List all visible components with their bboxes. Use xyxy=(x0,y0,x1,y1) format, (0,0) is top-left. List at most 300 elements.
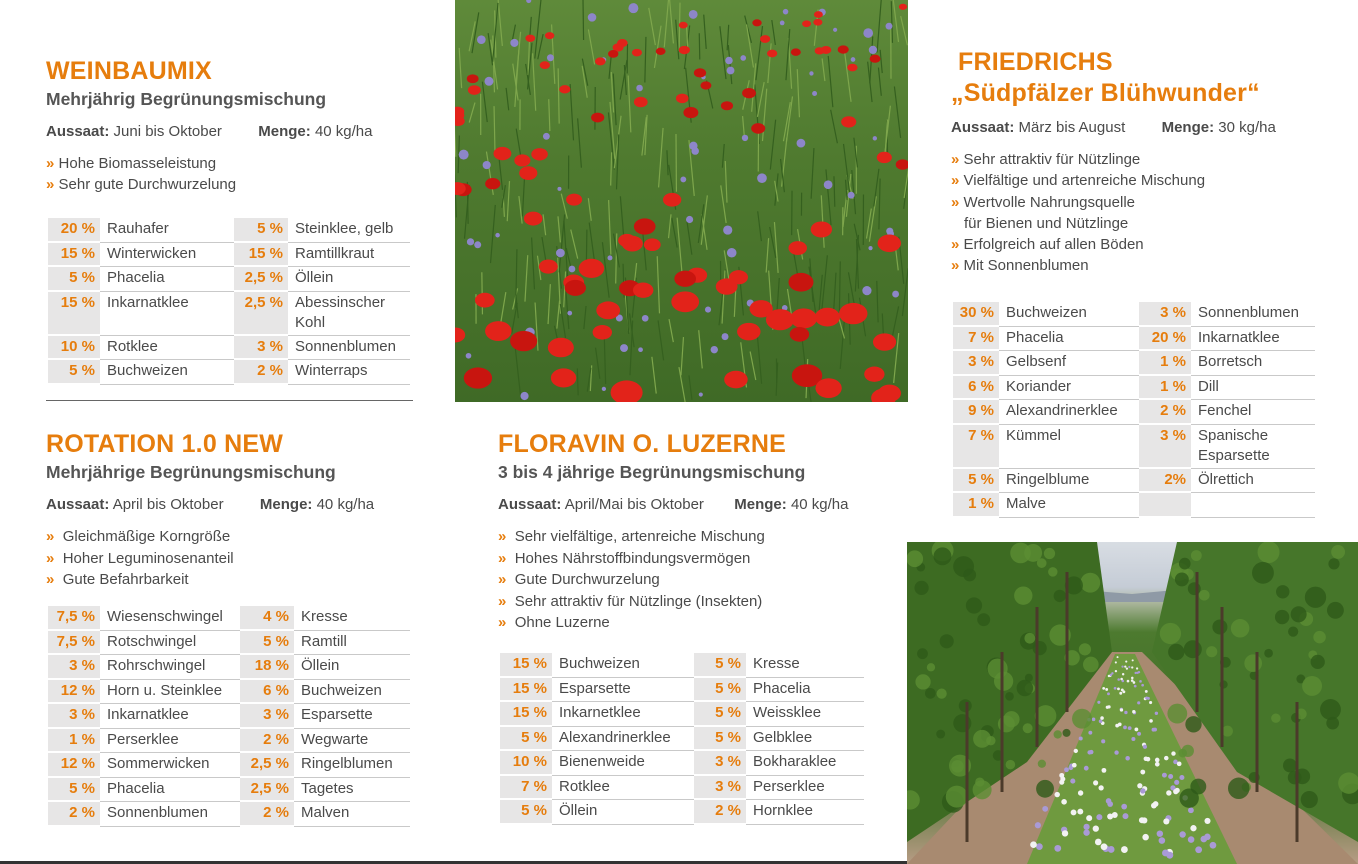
grass-blade xyxy=(704,15,706,49)
flower-dot xyxy=(1131,679,1134,682)
grass-blade xyxy=(822,58,825,81)
phacelia-blossom xyxy=(727,67,735,75)
flower-dot xyxy=(1042,806,1048,812)
flower-dot xyxy=(1127,680,1130,683)
poppy-blossom xyxy=(841,116,856,127)
grass-blade xyxy=(699,33,700,59)
poppy-blossom xyxy=(694,68,706,77)
flower-dot xyxy=(1131,737,1135,741)
grass-blade xyxy=(901,16,908,45)
menge-value: 30 kg/ha xyxy=(1218,119,1276,136)
list-item: » Wertvolle Nahrungsquelle xyxy=(951,192,1351,213)
poppy-blossom xyxy=(464,367,492,388)
vine-leaf xyxy=(934,547,952,565)
vine-leaf xyxy=(1264,649,1273,658)
grass-blade xyxy=(609,200,611,254)
grass-blade xyxy=(583,0,584,40)
flower-dot xyxy=(1131,666,1133,668)
species-cell: Tagetes xyxy=(294,778,410,803)
sowing-info xyxy=(951,118,1351,138)
poppy-blossom xyxy=(791,48,801,55)
vine-leaf xyxy=(1311,655,1325,669)
poppy-blossom xyxy=(455,327,465,342)
percent-cell: 3 % xyxy=(48,655,100,680)
flower-dot xyxy=(1101,739,1105,743)
table-row xyxy=(953,493,1315,518)
table-row xyxy=(953,376,1315,401)
percent-cell: 3 % xyxy=(48,704,100,729)
grass-blade xyxy=(676,20,679,60)
bullet-mark: » xyxy=(498,592,507,610)
vine-leaf xyxy=(1079,643,1091,655)
percent-cell: 1 % xyxy=(953,493,999,518)
phacelia-blossom xyxy=(869,46,877,54)
flower-dot xyxy=(1059,780,1064,785)
phacelia-blossom xyxy=(780,21,785,26)
species-cell: Phacelia xyxy=(746,678,864,703)
flower-dot xyxy=(1179,831,1185,837)
phacelia-blossom xyxy=(557,187,561,191)
species-cell: Fenchel xyxy=(1191,400,1315,425)
species-cell: Sonnenblumen xyxy=(100,802,240,827)
vine-leaf xyxy=(1228,778,1249,799)
poppy-blossom xyxy=(814,11,823,18)
table-row xyxy=(48,729,410,754)
poppy-blossom xyxy=(878,235,901,253)
flower-dot xyxy=(1089,750,1093,754)
vine-leaf xyxy=(975,777,984,786)
flower-dot xyxy=(1134,685,1137,688)
species-cell: Ringelblumen xyxy=(294,753,410,778)
grass-blade xyxy=(506,88,509,110)
flower-dot xyxy=(1059,773,1064,778)
vine-leaf xyxy=(937,689,947,699)
percent-cell: 5 % xyxy=(240,631,294,656)
vine-leaf xyxy=(1190,779,1206,795)
phacelia-blossom xyxy=(757,173,767,183)
poppy-blossom xyxy=(679,46,690,54)
percent-cell: 30 % xyxy=(953,302,999,327)
flower-dot xyxy=(1077,809,1083,815)
bullet-mark: » xyxy=(951,172,960,190)
species-cell: Wegwarte xyxy=(294,729,410,754)
grass-blade xyxy=(766,238,768,272)
flower-dot xyxy=(1115,661,1117,663)
vine-leaf xyxy=(940,634,954,648)
table-row xyxy=(48,218,410,243)
species-cell: Sommerwicken xyxy=(100,753,240,778)
flower-dot xyxy=(1153,728,1157,732)
poppy-blossom xyxy=(870,55,881,63)
grass-blade xyxy=(596,348,600,379)
species-cell: Winterwicken xyxy=(100,243,234,268)
table-row xyxy=(500,776,864,801)
flower-dot xyxy=(1132,659,1134,661)
percent-cell xyxy=(1139,493,1191,518)
flower-dot xyxy=(1074,749,1078,753)
flower-dot xyxy=(1159,837,1166,844)
grass-blade xyxy=(756,26,763,80)
poppy-blossom xyxy=(559,85,570,93)
flower-dot xyxy=(1132,710,1135,713)
percent-cell: 15 % xyxy=(48,243,100,268)
species-cell: Ölrettich xyxy=(1191,469,1315,494)
phacelia-blossom xyxy=(886,23,893,30)
phacelia-blossom xyxy=(520,392,528,400)
percent-cell: 9 % xyxy=(953,400,999,425)
vine-leaf xyxy=(946,786,968,808)
grass-blade xyxy=(611,152,612,185)
flower-dot xyxy=(1147,697,1150,700)
flower-dot xyxy=(1119,692,1122,695)
flower-dot xyxy=(1149,719,1153,723)
grass-blade xyxy=(745,16,752,43)
percent-cell: 20 % xyxy=(48,218,100,243)
percent-cell: 7,5 % xyxy=(48,631,100,656)
flower-dot xyxy=(1114,750,1118,754)
poppy-blossom xyxy=(519,166,537,180)
table-row xyxy=(500,653,864,678)
grass-blade xyxy=(628,75,631,132)
grass-blade xyxy=(839,261,840,318)
grass-blade xyxy=(657,256,659,313)
section-friedrichs xyxy=(951,47,1351,277)
bullet-mark: » xyxy=(46,176,55,194)
poppy-blossom xyxy=(877,152,892,163)
grass-blade xyxy=(891,1,892,43)
phacelia-blossom xyxy=(851,57,856,62)
vine-leaf xyxy=(963,569,976,582)
phacelia-blossom xyxy=(722,333,729,340)
poppy-blossom xyxy=(674,271,696,287)
species-cell: Inkarnatklee xyxy=(100,292,234,336)
phacelia-blossom xyxy=(809,71,813,75)
grass-blade xyxy=(758,211,762,241)
list-item: » Gute Befahrbarkeit xyxy=(46,569,426,591)
vine-leaf xyxy=(1083,657,1099,673)
list-item-continuation: für Bienen und Nützlinge xyxy=(964,214,1129,232)
phacelia-blossom xyxy=(873,136,877,140)
vine-leaf xyxy=(1258,542,1280,563)
poppy-blossom xyxy=(700,81,711,89)
flower-dot xyxy=(1097,701,1100,704)
grass-blade xyxy=(770,120,775,170)
grass-blade xyxy=(669,214,671,238)
vine-leaf xyxy=(1302,676,1322,696)
flower-dot xyxy=(1139,680,1142,683)
phacelia-blossom xyxy=(467,238,474,245)
vine-leaf xyxy=(1179,558,1191,570)
grass-blade xyxy=(747,24,754,67)
poppy-blossom xyxy=(750,300,773,317)
percent-cell: 10 % xyxy=(48,336,100,361)
percent-cell: 1 % xyxy=(1139,376,1191,401)
list-item: » Hohes Nährstoffbindungsvermögen xyxy=(498,548,898,570)
menge-label: Menge: xyxy=(734,496,787,513)
vine-leaf xyxy=(1054,590,1066,602)
percent-cell: 4 % xyxy=(240,606,294,631)
phacelia-blossom xyxy=(727,248,737,258)
grass-blade xyxy=(522,176,524,217)
flower-dot xyxy=(1062,830,1068,836)
vine-leaf xyxy=(1072,709,1092,729)
species-cell: Esparsette xyxy=(294,704,410,729)
sowing-info xyxy=(46,495,426,515)
vine-leaf xyxy=(1010,543,1031,564)
vine-leaf xyxy=(1276,585,1289,598)
flower-dot xyxy=(1140,770,1145,775)
percent-cell: 15 % xyxy=(500,702,552,727)
poppy-blossom xyxy=(671,291,699,312)
percent-cell: 5 % xyxy=(694,702,746,727)
flower-dot xyxy=(1095,839,1102,846)
poppy-blossom xyxy=(821,46,832,54)
flower-dot xyxy=(1120,708,1123,711)
vine-leaf xyxy=(1037,558,1047,568)
section-floravin xyxy=(498,429,898,634)
grass-blade xyxy=(667,150,668,175)
flower-dot xyxy=(1204,834,1210,840)
vine-leaf xyxy=(1199,590,1210,601)
species-cell: Spanische Esparsette xyxy=(1191,425,1315,469)
grass-blade xyxy=(533,53,536,110)
grass-blade xyxy=(519,196,522,224)
table-row xyxy=(500,702,864,727)
table-row xyxy=(953,327,1315,352)
grass-blade xyxy=(491,205,496,263)
percent-cell: 2,5 % xyxy=(240,778,294,803)
mix-table-friedrichs xyxy=(953,302,1315,518)
grass-blade xyxy=(821,255,827,313)
table-row xyxy=(953,351,1315,376)
poppy-blossom xyxy=(790,308,817,328)
flower-dot xyxy=(1137,783,1142,788)
flower-dot xyxy=(1137,701,1140,704)
flower-dot xyxy=(1106,706,1109,709)
phacelia-blossom xyxy=(547,54,554,61)
species-cell: Winterraps xyxy=(288,360,410,385)
vine-leaf xyxy=(1054,730,1062,738)
grass-blade xyxy=(757,334,761,384)
vine-leaf xyxy=(1185,716,1201,732)
table-row xyxy=(953,302,1315,327)
table-row xyxy=(953,425,1315,469)
flower-dot xyxy=(1140,788,1145,793)
phacelia-blossom xyxy=(868,246,872,250)
feature-list xyxy=(46,153,426,196)
vine-leaf xyxy=(1244,654,1262,672)
vine-leaf xyxy=(1320,699,1341,720)
phacelia-blossom xyxy=(711,346,718,353)
grass-blade xyxy=(844,48,851,102)
poppy-blossom xyxy=(551,368,576,387)
flower-dot xyxy=(1162,773,1167,778)
poppy-blossom xyxy=(632,49,642,57)
phacelia-blossom xyxy=(797,139,806,148)
table-row xyxy=(48,753,410,778)
poppy-blossom xyxy=(873,333,896,350)
grass-blade xyxy=(515,347,521,400)
flower-dot xyxy=(1171,751,1175,755)
flower-dot xyxy=(1128,726,1132,730)
percent-cell: 3 % xyxy=(694,751,746,776)
flower-dot xyxy=(1110,674,1112,676)
species-cell: Inkarnetklee xyxy=(552,702,694,727)
poppy-blossom xyxy=(878,385,901,402)
flower-dot xyxy=(1107,813,1113,819)
grass-blade xyxy=(721,185,726,223)
table-row xyxy=(500,727,864,752)
grass-blade xyxy=(532,238,535,290)
flower-dot xyxy=(1195,846,1202,853)
list-item: » Sehr attraktiv für Nützlinge (Insekten) xyxy=(498,591,898,613)
flower-dot xyxy=(1126,668,1128,670)
bullet-mark: » xyxy=(46,528,55,545)
poppy-blossom xyxy=(737,323,760,341)
percent-cell: 2 % xyxy=(240,729,294,754)
grass-blade xyxy=(720,26,726,79)
phacelia-blossom xyxy=(495,233,500,238)
flower-dot xyxy=(1131,677,1134,680)
percent-cell: 3 % xyxy=(694,776,746,801)
phacelia-blossom xyxy=(620,344,628,352)
flower-dot xyxy=(1088,731,1092,735)
aussaat-value: März bis August xyxy=(1018,119,1126,136)
poppy-field-illustration xyxy=(455,0,908,402)
title-line-2: „Südpfälzer Blühwunder“ xyxy=(951,79,1260,107)
poppy-blossom xyxy=(540,61,550,69)
species-cell: Alexandrinerklee xyxy=(999,400,1139,425)
grass-blade xyxy=(893,0,899,42)
flower-dot xyxy=(1210,842,1217,849)
phacelia-blossom xyxy=(466,353,472,359)
poppy-blossom xyxy=(467,74,479,83)
phacelia-blossom xyxy=(602,387,606,391)
phacelia-blossom xyxy=(886,228,893,235)
vine-leaf xyxy=(966,597,982,613)
bullet-mark: » xyxy=(951,236,960,254)
table-row xyxy=(500,800,864,825)
vine-leaf xyxy=(1167,704,1187,724)
percent-cell: 20 % xyxy=(1139,327,1191,352)
grass-blade xyxy=(757,82,764,117)
section-subtitle: Mehrjährig Begrünungsmischung xyxy=(46,89,327,109)
list-item: » Sehr vielfältige, artenreiche Mischung xyxy=(498,526,898,548)
percent-cell: 2,5 % xyxy=(240,753,294,778)
flower-dot xyxy=(1122,673,1124,675)
species-cell: Sonnenblumen xyxy=(288,336,410,361)
vine-leaf xyxy=(973,730,991,748)
flower-dot xyxy=(1086,815,1092,821)
grass-blade xyxy=(577,368,578,395)
percent-cell: 5 % xyxy=(694,678,746,703)
species-cell: Malven xyxy=(294,802,410,827)
aussaat-label: Aussaat: xyxy=(951,119,1015,136)
flower-dot xyxy=(1064,767,1069,772)
grass-blade xyxy=(878,68,881,96)
poppy-blossom xyxy=(545,32,554,39)
flower-dot xyxy=(1054,792,1059,797)
aussaat-label: Aussaat: xyxy=(498,496,562,513)
poppy-blossom xyxy=(633,283,653,298)
flower-dot xyxy=(1072,763,1077,768)
phacelia-blossom xyxy=(689,142,697,150)
percent-cell: 6 % xyxy=(240,680,294,705)
table-row xyxy=(48,360,410,385)
vine-leaf xyxy=(1206,646,1217,657)
grass-blade xyxy=(828,56,833,107)
poppy-field-photo xyxy=(455,0,908,402)
list-item: » Hoher Leguminosenanteil xyxy=(46,548,426,570)
phacelia-blossom xyxy=(699,392,703,396)
bullet-mark: » xyxy=(498,571,507,588)
section-rotation xyxy=(46,429,426,591)
poppy-blossom xyxy=(611,380,643,402)
flower-dot xyxy=(1124,666,1126,668)
grass-blade xyxy=(672,218,677,248)
grass-blade xyxy=(894,87,900,138)
percent-cell: 2 % xyxy=(1139,400,1191,425)
flower-dot xyxy=(1149,701,1152,704)
grass-blade xyxy=(620,196,623,236)
species-cell: Alexandrinerklee xyxy=(552,727,694,752)
phacelia-blossom xyxy=(484,77,493,86)
poppy-blossom xyxy=(847,64,857,72)
poppy-blossom xyxy=(591,113,604,123)
vine-leaf xyxy=(1160,623,1181,644)
percent-cell: 2 % xyxy=(48,802,100,827)
bullet-mark: » xyxy=(498,614,507,631)
phacelia-blossom xyxy=(812,91,817,96)
mix-table-weinbaumix xyxy=(48,218,410,385)
percent-cell: 12 % xyxy=(48,680,100,705)
vine-leaf xyxy=(1271,713,1280,722)
phacelia-blossom xyxy=(742,135,748,141)
poppy-blossom xyxy=(485,321,512,341)
feature-list xyxy=(498,526,898,634)
flower-dot xyxy=(1166,790,1171,795)
poppy-blossom xyxy=(767,50,777,58)
vine-leaf xyxy=(915,674,930,689)
list-item: » Gute Durchwurzelung xyxy=(498,569,898,591)
poppy-blossom xyxy=(566,194,582,206)
species-cell: Buchweizen xyxy=(294,680,410,705)
phacelia-blossom xyxy=(638,347,643,352)
percent-cell: 10 % xyxy=(500,751,552,776)
vine-leaf xyxy=(1331,545,1345,559)
grass-blade xyxy=(762,89,766,141)
vine-leaf xyxy=(925,688,936,699)
phacelia-blossom xyxy=(474,241,481,248)
poppy-blossom xyxy=(815,378,841,398)
bullet-mark: » xyxy=(46,549,55,567)
grass-blade xyxy=(679,367,686,402)
poppy-blossom xyxy=(644,238,661,251)
phacelia-blossom xyxy=(556,249,565,258)
list-item: » Ohne Luzerne xyxy=(498,612,898,634)
grass-blade xyxy=(588,29,594,64)
grass-blade xyxy=(831,110,838,144)
vine-leaf xyxy=(1252,562,1274,584)
phacelia-blossom xyxy=(863,28,873,38)
vine-leaf xyxy=(1168,644,1184,660)
phacelia-blossom xyxy=(725,57,733,65)
section-title: ROTATION 1.0 NEW xyxy=(46,430,284,458)
vine-leaf xyxy=(1291,606,1307,622)
species-cell: Kresse xyxy=(746,653,864,678)
grass-blade xyxy=(877,0,882,52)
grass-blade xyxy=(879,179,880,230)
